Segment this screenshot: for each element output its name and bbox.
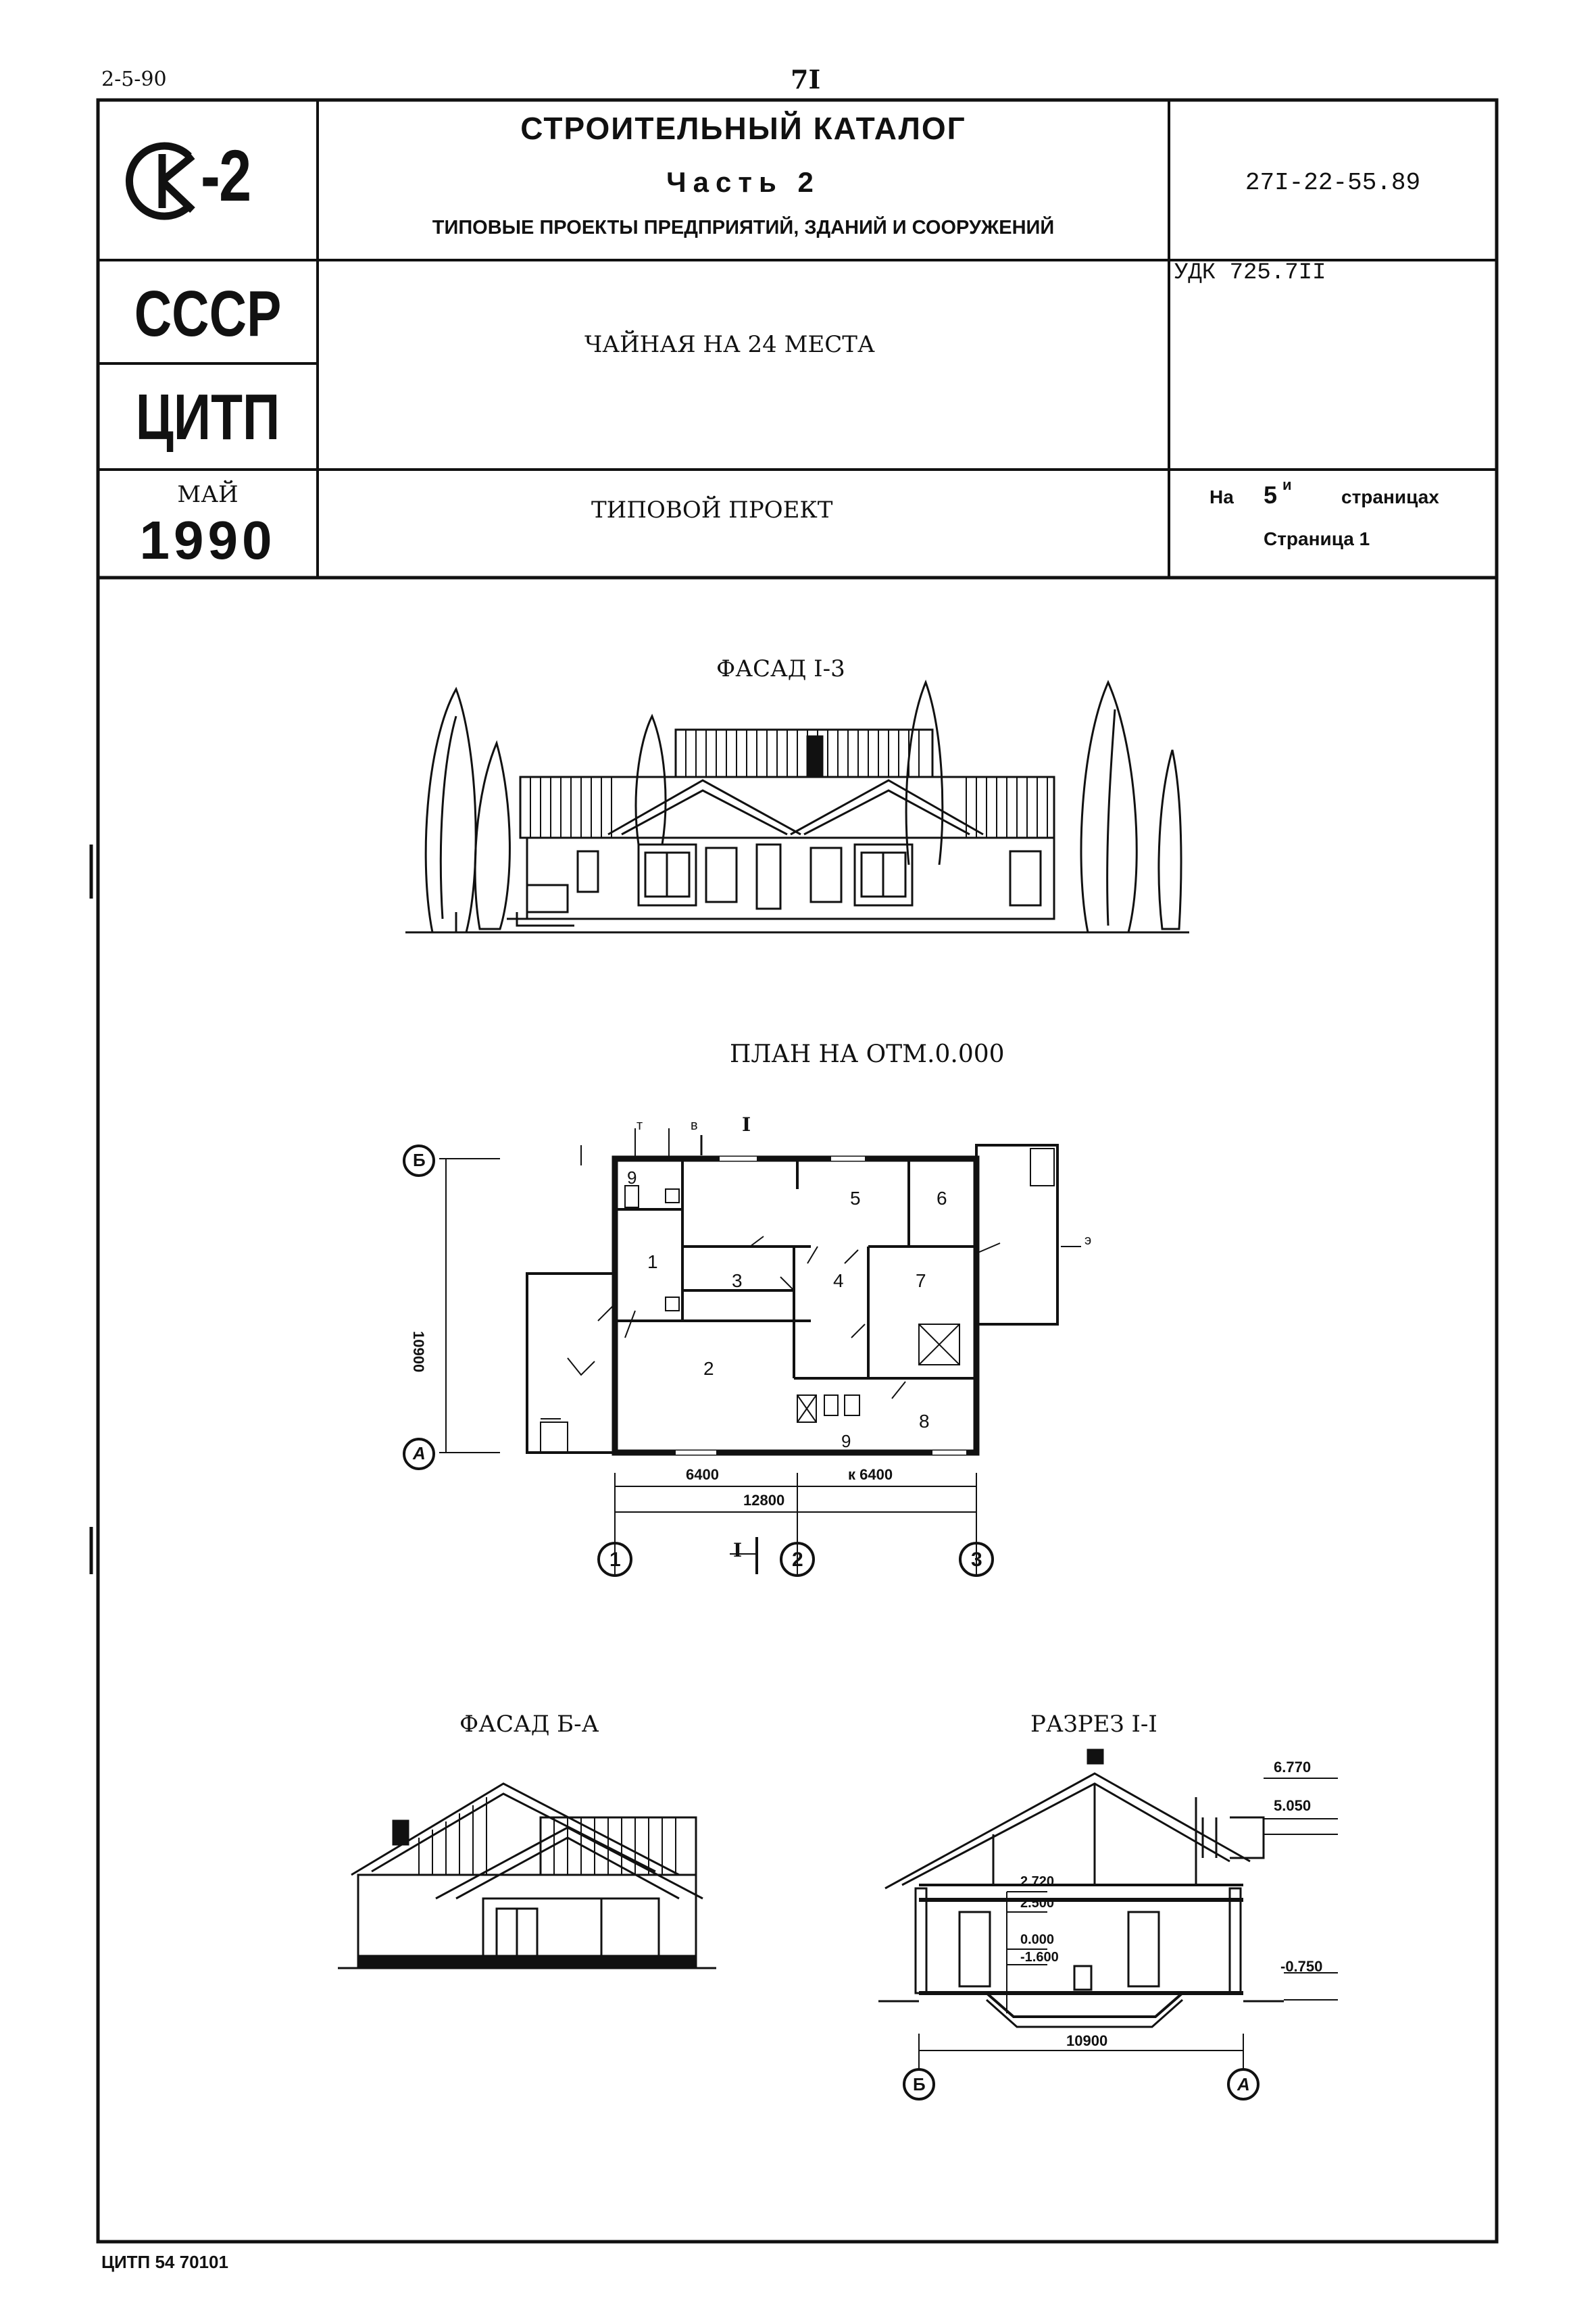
room-number: 9 (627, 1167, 637, 1188)
elev-minus-0750: -0.750 (1280, 1958, 1323, 1975)
elev-2720: 2.720 (1020, 1874, 1055, 1889)
room-number: 5 (850, 1188, 861, 1209)
project-name: ЧАЙНАЯ НА 24 МЕСТА (584, 331, 875, 358)
facade-1-3-drawing (405, 642, 1189, 946)
elev-5050: 5.050 (1274, 1797, 1312, 1814)
project-code: 27I-22-55.89 (1245, 168, 1421, 197)
plan-dim-6400-right: к 6400 (848, 1466, 893, 1483)
ck-logo-icon (125, 137, 199, 225)
page-label: Страница 1 (1264, 528, 1370, 549)
room-number: 8 (919, 1411, 930, 1432)
elev-2500: 2.500 (1020, 1896, 1055, 1911)
catalog-subtitle: ТИПОВЫЕ ПРОЕКТЫ ПРЕДПРИЯТИЙ, ЗДАНИЙ И СООРУЖЕНИЙ (432, 216, 1055, 238)
section-axis-b: Б (913, 2074, 926, 2094)
axis-1-label: 1 (609, 1549, 621, 1571)
logo-suffix: -2 (201, 134, 251, 216)
axis-a-label: А (413, 1443, 426, 1463)
plan-dim-6400-left: 6400 (686, 1466, 719, 1483)
room-number: 6 (937, 1188, 947, 1209)
plan-mark-t: т (637, 1118, 643, 1133)
footer-code: ЦИТП 54 70101 (101, 2252, 228, 2272)
plan-mark-e: э (1084, 1233, 1092, 1248)
section-axis-a: А (1237, 2074, 1250, 2094)
room-number: 9 (841, 1431, 851, 1451)
pages-suffix: страницах (1341, 486, 1439, 507)
plan-mark-v: в (691, 1118, 698, 1133)
project-type: ТИПОВОЙ ПРОЕКТ (591, 497, 833, 524)
room-number: 2 (703, 1358, 714, 1379)
udk-code: УДК 725.7II (1174, 260, 1326, 286)
room-number: 3 (732, 1270, 743, 1291)
plan-cut-mark-bottom: I (733, 1539, 743, 1561)
page-number: 7I (791, 64, 821, 95)
sheet-date: 2-5-90 (101, 68, 167, 91)
org-label: ЦИТП (135, 381, 280, 453)
plan-cut-mark-top: I (742, 1113, 751, 1136)
axis-3-label: 3 (971, 1549, 982, 1571)
facade-b-a-title: ФАСАД Б-А (459, 1711, 599, 1738)
issue-month: МАЙ (177, 481, 239, 508)
room-number: 4 (833, 1270, 844, 1291)
pages-count: 5 (1264, 481, 1278, 509)
axis-b-label: Б (413, 1150, 426, 1170)
room-number: 1 (647, 1251, 658, 1272)
plan-dim-vertical: 10900 (410, 1331, 427, 1373)
plan-title: ПЛАН НА ОТМ.0.000 (730, 1040, 1005, 1068)
floor-plan-drawing (392, 1108, 1081, 1594)
axis-2-label: 2 (792, 1549, 803, 1571)
facade-b-a-drawing (338, 1763, 716, 1973)
issue-year: 1990 (139, 510, 276, 570)
plan-dim-total: 12800 (743, 1492, 785, 1509)
pages-prefix: На (1210, 486, 1234, 507)
elev-0000: 0.000 (1020, 1932, 1055, 1947)
pages-sup: и (1282, 476, 1292, 493)
section-dim-10900: 10900 (1066, 2032, 1108, 2049)
elev-minus-1600: -1.600 (1020, 1950, 1059, 1965)
room-number: 7 (916, 1270, 926, 1291)
catalog-part: Часть 2 (666, 166, 820, 198)
ck2-logo (125, 125, 301, 233)
facade-1-3-title: ФАСАД I-3 (716, 655, 845, 682)
elev-6770: 6.770 (1274, 1759, 1312, 1776)
country-label: СССР (134, 278, 282, 350)
section-title: РАЗРЕЗ I-I (1030, 1711, 1157, 1738)
catalog-title: СТРОИТЕЛЬНЫЙ КАТАЛОГ (520, 111, 966, 146)
